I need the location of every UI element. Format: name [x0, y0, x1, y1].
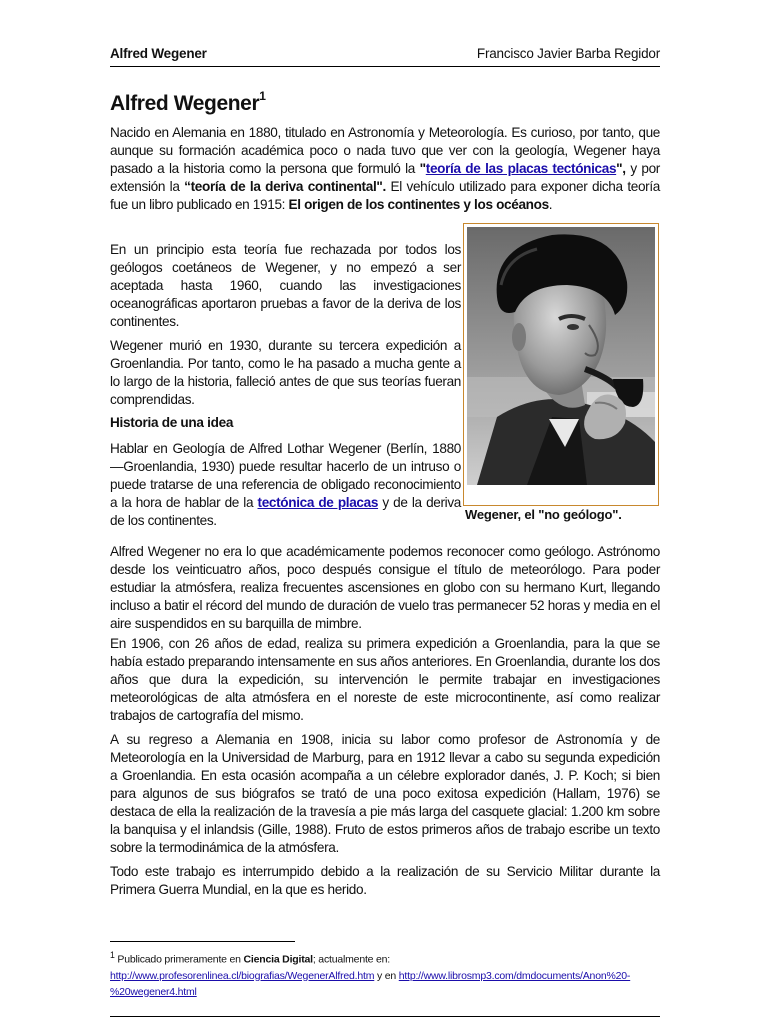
intro-text-1: Nacido en Alemania en 1880, titulado en Astronomía y Meteorología. Es curioso, por tanto, que aunque su formación académica poco o nada tuvo que ver con la geología, Wegener haya pasado a la historia como la persona que formuló la: [110, 125, 660, 176]
paragraph-intro: [110, 124, 660, 214]
quote-close: ",: [616, 161, 626, 176]
page-title: [110, 91, 266, 116]
wegener-photo: [463, 223, 659, 506]
paragraph-muerte: Wegener murió en 1930, durante su tercera expedición a Groenlandia. Por tanto, como le ha pasado a mucha gente a lo largo de la historia, falleció antes de que sus teorías fueran comprendidas.: [110, 338, 461, 407]
paragraph-rechazo: En un principio esta teoría fue rechazada por todos los geólogos coetáneos de Wegener, y no empezó a ser aceptada hasta 1960, cuando las investigaciones oceanográficas aportaron pruebas a favor de la deriva de los continentes.: [110, 242, 461, 329]
link-tectonica-placas[interactable]: tectónica de placas: [257, 495, 379, 510]
page-header: [110, 44, 660, 67]
paragraph-servicio-militar: Todo este trabajo es interrumpido debido a la realización de su Servicio Militar durante la Primera Guerra Mundial, en la que es herido.: [110, 864, 660, 897]
intro-text-3: El vehículo utilizado para exponer dicha teoría fue un libro publicado en 1915:: [110, 179, 660, 212]
book-title: El origen de los continentes y los océanos: [288, 197, 549, 212]
footnote-separator: [110, 941, 295, 942]
footnote-link-profesorenlinea[interactable]: http://www.profesorenlinea.cl/biografias/WegenerAlfred.htm: [110, 969, 375, 982]
footnote: [110, 947, 660, 1000]
historia-text-1: Hablar en Geología de Alfred Lothar Wegener (Berlín, 1880—Groenlandia, 1930) puede resultar hacerlo de un intruso o puede tratarse de una referencia de obligado reconocimiento a la hora de hablar de la: [110, 441, 461, 510]
footnote-publication: Ciencia Digital: [243, 953, 313, 966]
quote-open: ": [419, 161, 426, 176]
intro-text-2: y por extensión la: [110, 161, 660, 194]
page-title-text: Alfred Wegener: [110, 92, 260, 115]
paragraph-segunda-expedicion: A su regreso a Alemania en 1908, inicia su labor como profesor de Astronomía y de Meteorología en la Universidad de Marburg, para en 1912 llevar a cabo su segunda expedición a Groenlandia. En esta ocasión acompaña a un célebre explorador danés, J. P. Koch; si bien para algunos de sus biógrafos se trató de una poco exitosa expedición (Hallam, 1976) se destaca de ella la realización de la travesía a pie más larga del casquete glacial: 1.200 km sobre la banquisa y el inlandsis (Gille, 1988). Fruto de estos primeros años de trabajo escribe un texto sobre la termodinámica de la atmósfera.: [110, 732, 660, 855]
footnote-text-3: y en: [374, 969, 399, 982]
deriva-continental-term: “teoría de la deriva continental".: [184, 179, 386, 194]
footnote-text-2: ; actualmente en:: [312, 953, 391, 966]
footnote-link-librosmp3[interactable]: http://www.librosmp3.com/dmdocuments/Anon%20-: [398, 969, 631, 982]
footnote-reference[interactable]: 1: [259, 89, 266, 103]
paragraph-historia: [110, 440, 461, 530]
photo-caption: Wegener, el "no geólogo".: [465, 507, 622, 522]
paragraph-no-geologo: Alfred Wegener no era lo que académicamente podemos reconocer como geólogo. Astrónomo desde los veinticuatro años, poco después consigue el título de meteorólogo. Para poder estudiar la atmósfera, realiza frecuentes ascensiones en globo con su hermano Kurt, llegando incluso a batir el récord del mundo de duración de vuelo tras permanecer 52 horas y media en el aire suspendidos en su barquilla de mimbre.: [110, 544, 660, 631]
intro-text-4: .: [548, 197, 553, 212]
footnote-mark: 1: [110, 950, 115, 960]
document-page: [110, 0, 660, 1024]
header-author: Francisco Javier Barba Regidor: [476, 46, 660, 61]
footnote-text-1: Publicado primeramente en: [114, 953, 244, 966]
footnote-link-librosmp3-cont[interactable]: %20wegener4.html: [110, 985, 197, 998]
page-bottom-rule: [110, 1016, 660, 1017]
paragraph-primera-expedicion: En 1906, con 26 años de edad, realiza su primera expedición a Groenlandia, para la que se había estado preparando intensamente en sus años anteriores. En Groenlandia, durante los dos años que dura la expedición, su intervención le permite trabajar en investigaciones meteorológicas de alta atmósfera en el noreste de este microcontinente, así como realizar trabajos de cartografía del mismo.: [110, 636, 660, 723]
subheading-historia: Historia de una idea: [110, 415, 234, 430]
header-title: Alfred Wegener: [110, 46, 207, 61]
portrait-image: [467, 227, 655, 485]
link-teoria-placas[interactable]: teoría de las placas tectónicas: [425, 161, 617, 176]
historia-text-2: y de la deriva de los continentes.: [110, 495, 461, 528]
